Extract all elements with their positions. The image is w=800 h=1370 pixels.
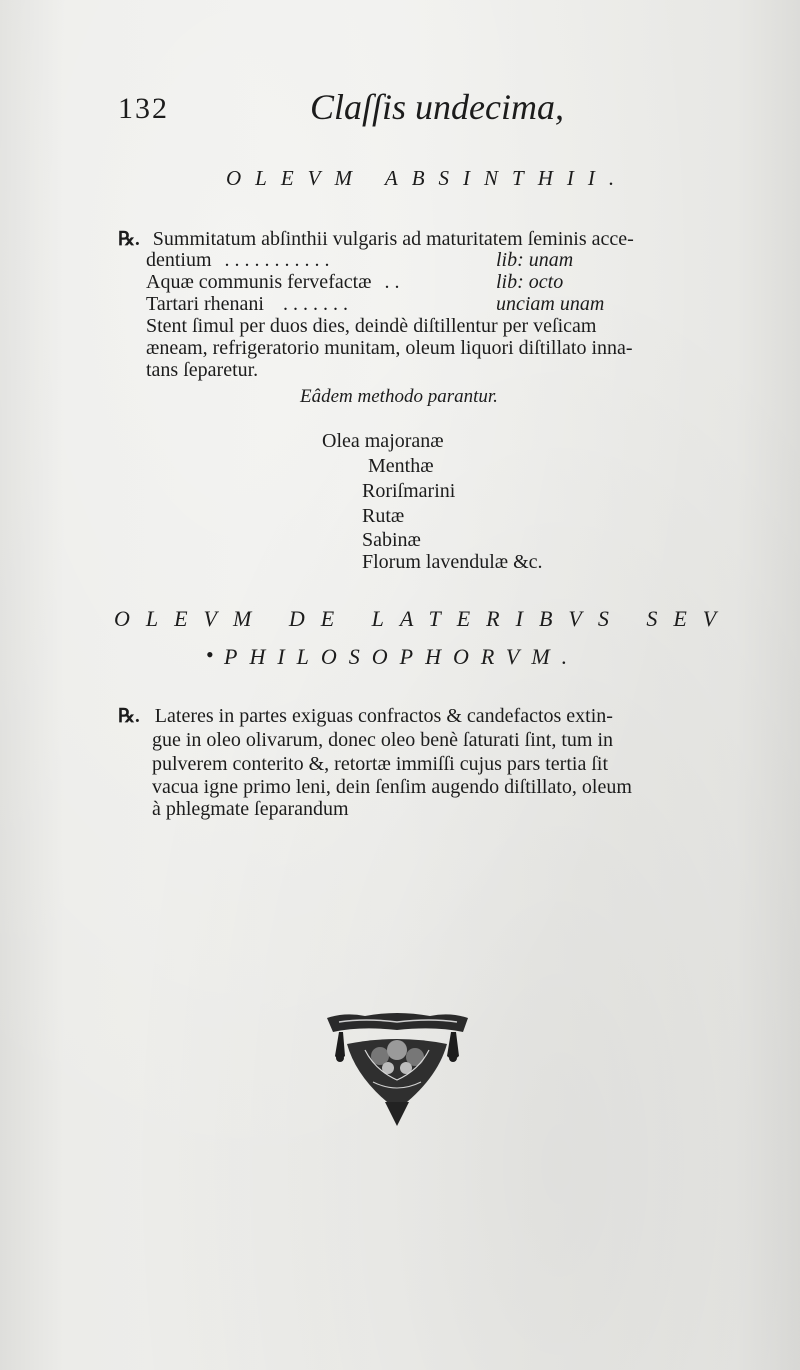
tailpiece-ornament-icon: [325, 1010, 470, 1130]
recipe-line: [146, 250, 330, 270]
recipe-text: æneam, refrigeratorio munitam, oleum liquori diſtillato inna-: [146, 337, 633, 359]
ingredient-name: Aquæ communis fervefactæ: [146, 271, 372, 293]
recipe-symbol: ℞.: [118, 706, 140, 727]
method-caption: Eâdem methodo parantur.: [300, 386, 498, 407]
running-title: Claſſis undecima,: [310, 87, 564, 127]
recipe-line: [118, 706, 613, 727]
recipe-text: vacua igne primo leni, dein ſenſim augendo diſtillato, oleum: [152, 776, 632, 798]
recipe-text: Stent ſimul per duos dies, deindè diſtillentur per veſicam: [146, 315, 597, 337]
recipe-text: tans ſeparetur.: [146, 359, 259, 381]
oil-list-item: Florum lavendulæ &c.: [362, 551, 543, 573]
recipe-text: pulverem conterito &, retortæ immiſſi cujus pars tertia ſit: [152, 753, 609, 775]
ingredient-name: dentium: [146, 249, 212, 271]
leader-dots: . . . . . . .: [282, 293, 348, 315]
ingredient-quantity: unciam unam: [496, 293, 605, 315]
bullet-mark: •: [206, 642, 214, 667]
oil-list-item: Roriſmarini: [362, 480, 456, 502]
recipe-symbol: ℞.: [118, 229, 140, 250]
leader-dots: . . . . . . . . . . .: [224, 249, 330, 271]
leader-dots: . .: [384, 271, 400, 293]
oil-list-item: Menthæ: [368, 455, 434, 477]
recipe-line: [118, 229, 634, 250]
recipe-text: gue in oleo olivarum, donec oleo benè ſaturati ſint, tum in: [152, 729, 613, 751]
recipe-text: Summitatum abſinthii vulgaris ad maturitatem ſeminis acce-: [152, 228, 634, 250]
ingredient-quantity: lib: unam: [496, 249, 574, 271]
page-number: 132: [118, 92, 169, 125]
section-title-lateribus: OLEVM DE LATERIBVS SEV: [114, 606, 733, 631]
ingredient-quantity: lib: octo: [496, 271, 564, 293]
recipe-line: [146, 272, 400, 292]
recipe-text: à phlegmate ſeparandum: [152, 798, 349, 820]
ingredient-name: Tartari rhenani: [146, 293, 264, 315]
section-title-absinthii: OLEVM ABSINTHII.: [226, 166, 629, 190]
section-title-philosophorum: PHILOSOPHORVM.: [224, 644, 580, 669]
recipe-line: [146, 294, 348, 314]
oil-list-item: Sabinæ: [362, 529, 421, 551]
oil-list-item: Rutæ: [362, 505, 405, 527]
oil-list-item: Olea majoranæ: [322, 430, 444, 452]
recipe-text: Lateres in partes exiguas confractos & candefactos extin-: [154, 705, 613, 727]
